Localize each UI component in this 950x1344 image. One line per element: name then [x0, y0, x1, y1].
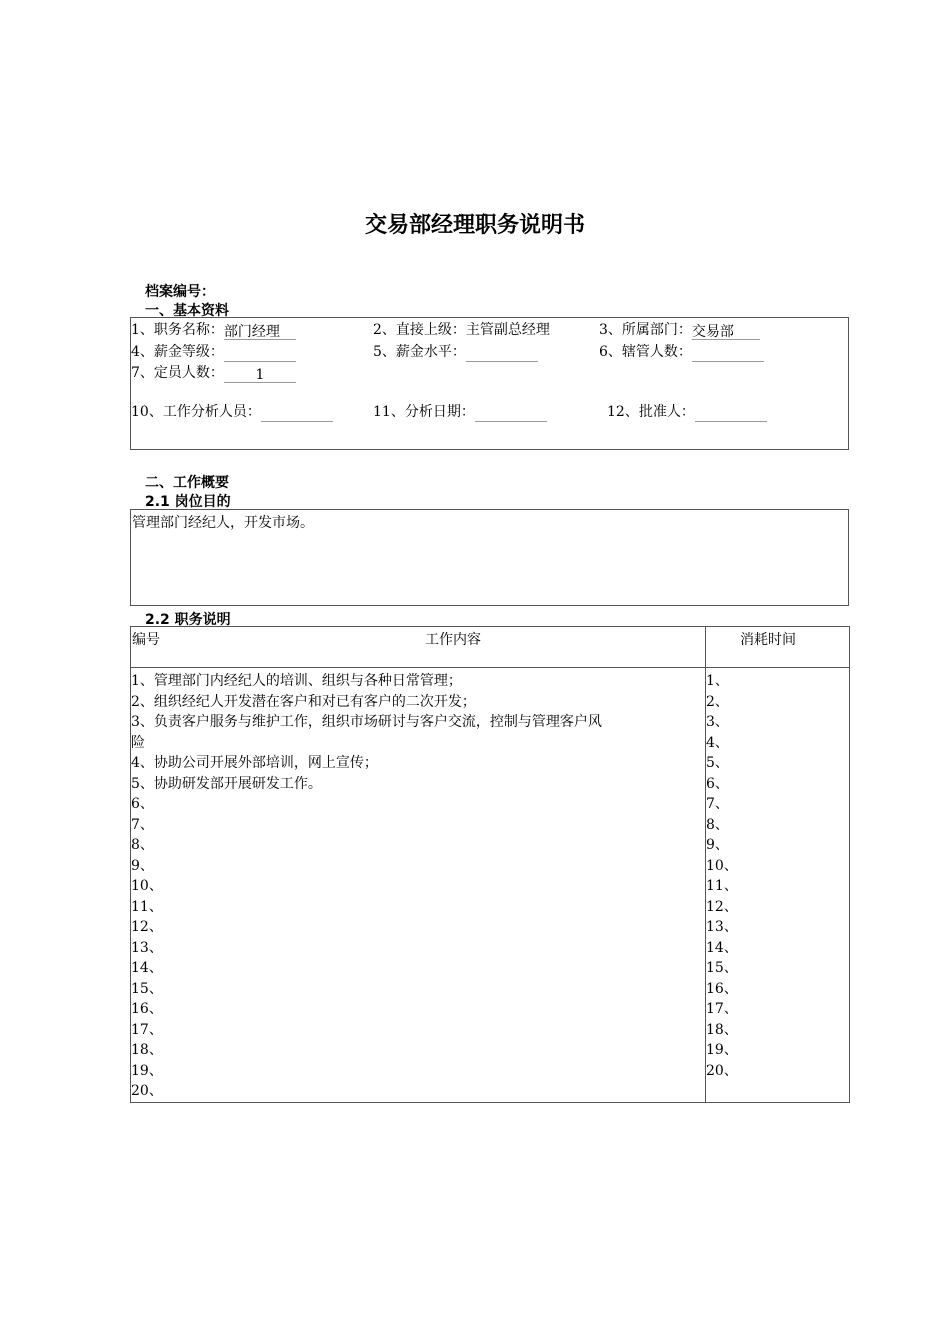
duty-content-row[interactable]: 20、	[131, 1083, 163, 1099]
duty-time-row[interactable]: 20、	[706, 1062, 738, 1079]
duty-time-row[interactable]: 11、	[706, 878, 738, 894]
salary-grade-field	[131, 342, 296, 362]
duty-time-row[interactable]: 1、	[706, 673, 729, 689]
duty-content-row[interactable]: 2、组织经纪人开发潜在客户和对已有客户的二次开发；	[131, 693, 476, 710]
purpose-heading: 2.1 岗位目的	[145, 494, 231, 510]
salary-level-blank[interactable]	[466, 344, 538, 362]
duty-content-row[interactable]: 7、	[131, 816, 154, 833]
duty-time-row[interactable]: 10、	[706, 857, 738, 874]
duty-content-row[interactable]: 11、	[131, 898, 163, 915]
subordinates-field	[599, 342, 764, 362]
duty-time-row[interactable]: 17、	[706, 1001, 738, 1017]
headcount-field	[131, 363, 296, 383]
duty-content-row[interactable]: 13、	[131, 939, 163, 956]
duty-content-row[interactable]: 9、	[131, 857, 154, 874]
duty-time-row[interactable]: 9、	[706, 837, 729, 853]
duty-content-row[interactable]: 17、	[131, 1021, 163, 1038]
headcount-value[interactable]: 1	[224, 365, 296, 383]
analysis-date-label: 11、分析日期：	[373, 404, 475, 420]
section-work-overview-heading: 二、工作概要	[145, 475, 229, 491]
analyst-field	[131, 402, 333, 422]
duty-content-row[interactable]: 15、	[131, 980, 163, 997]
duty-time-row[interactable]: 18、	[706, 1021, 738, 1038]
duty-time-row[interactable]: 8、	[706, 816, 729, 833]
duty-content-row[interactable]: 16、	[131, 1001, 163, 1017]
analysis-date-blank[interactable]	[475, 404, 547, 422]
salary-grade-label: 4、薪金等级：	[131, 344, 224, 360]
duty-time-row[interactable]: 4、	[706, 734, 729, 751]
duty-content-row[interactable]: 8、	[131, 837, 154, 853]
analysis-date-field	[373, 402, 547, 422]
col-header-time: 消耗时间	[740, 632, 796, 648]
analyst-blank[interactable]	[261, 404, 333, 422]
department-field	[599, 320, 760, 340]
duty-time-row[interactable]: 14、	[706, 939, 738, 956]
col-header-content: 工作内容	[425, 632, 481, 648]
department-label: 3、所属部门：	[599, 322, 692, 338]
duty-time-row[interactable]: 12、	[706, 898, 738, 915]
department-value[interactable]: 交易部	[692, 322, 760, 340]
duty-time-row[interactable]: 15、	[706, 960, 738, 976]
supervisor-field	[373, 320, 550, 340]
duty-time-row[interactable]: 2、	[706, 693, 729, 710]
purpose-text[interactable]: 管理部门经纪人，开发市场。	[132, 515, 314, 531]
duty-time-row[interactable]: 3、	[706, 714, 729, 730]
duty-time-row[interactable]: 16、	[706, 980, 738, 997]
duty-content-row[interactable]: 19、	[131, 1062, 163, 1079]
subordinates-blank[interactable]	[692, 344, 764, 362]
approver-field	[607, 402, 767, 422]
duty-content-row[interactable]: 6、	[131, 796, 154, 812]
salary-level-field	[373, 342, 538, 362]
approver-label: 12、批准人：	[607, 404, 695, 420]
duty-content-row[interactable]: 18、	[131, 1042, 163, 1058]
duty-time-row[interactable]: 5、	[706, 755, 729, 771]
approver-blank[interactable]	[695, 404, 767, 422]
duty-time-row[interactable]: 19、	[706, 1042, 738, 1058]
document-title: 交易部经理职务说明书	[364, 213, 585, 238]
duties-content-list	[131, 671, 602, 1102]
supervisor-label: 2、直接上级：	[373, 322, 466, 338]
col-header-number: 编号	[132, 632, 160, 648]
duties-heading: 2.2 职务说明	[145, 612, 231, 628]
archive-number-label: 档案编号：	[145, 284, 215, 300]
duties-time-list	[706, 671, 738, 1081]
salary-grade-blank[interactable]	[224, 344, 296, 362]
analyst-label: 10、工作分析人员：	[131, 404, 261, 420]
duty-content-row[interactable]: 5、协助研发部开展研发工作。	[131, 775, 322, 792]
duties-header-divider	[130, 667, 850, 668]
headcount-label: 7、定员人数：	[131, 365, 224, 381]
section-basic-info-heading: 一、基本资料	[145, 303, 229, 319]
duty-content-row[interactable]: 3、负责客户服务与维护工作，组织市场研讨与客户交流，控制与管理客户风	[131, 714, 602, 730]
subordinates-label: 6、辖管人数：	[599, 344, 692, 360]
duty-content-row[interactable]: 险	[131, 734, 145, 751]
duty-time-row[interactable]: 13、	[706, 919, 738, 935]
job-name-field	[131, 320, 296, 340]
duty-content-row[interactable]: 14、	[131, 960, 163, 976]
job-name-value[interactable]: 部门经理	[224, 322, 296, 340]
duty-content-row[interactable]: 10、	[131, 878, 163, 894]
duty-content-row[interactable]: 12、	[131, 919, 163, 935]
duty-time-row[interactable]: 7、	[706, 796, 729, 812]
duty-content-row[interactable]: 4、协助公司开展外部培训，网上宣传；	[131, 755, 378, 771]
supervisor-value[interactable]: 主管副总经理	[465, 322, 550, 338]
duty-time-row[interactable]: 6、	[706, 775, 729, 792]
job-name-label: 1、职务名称：	[131, 322, 224, 338]
duty-content-row[interactable]: 1、管理部门内经纪人的培训、组织与各种日常管理；	[131, 673, 462, 689]
salary-level-label: 5、薪金水平：	[373, 344, 466, 360]
